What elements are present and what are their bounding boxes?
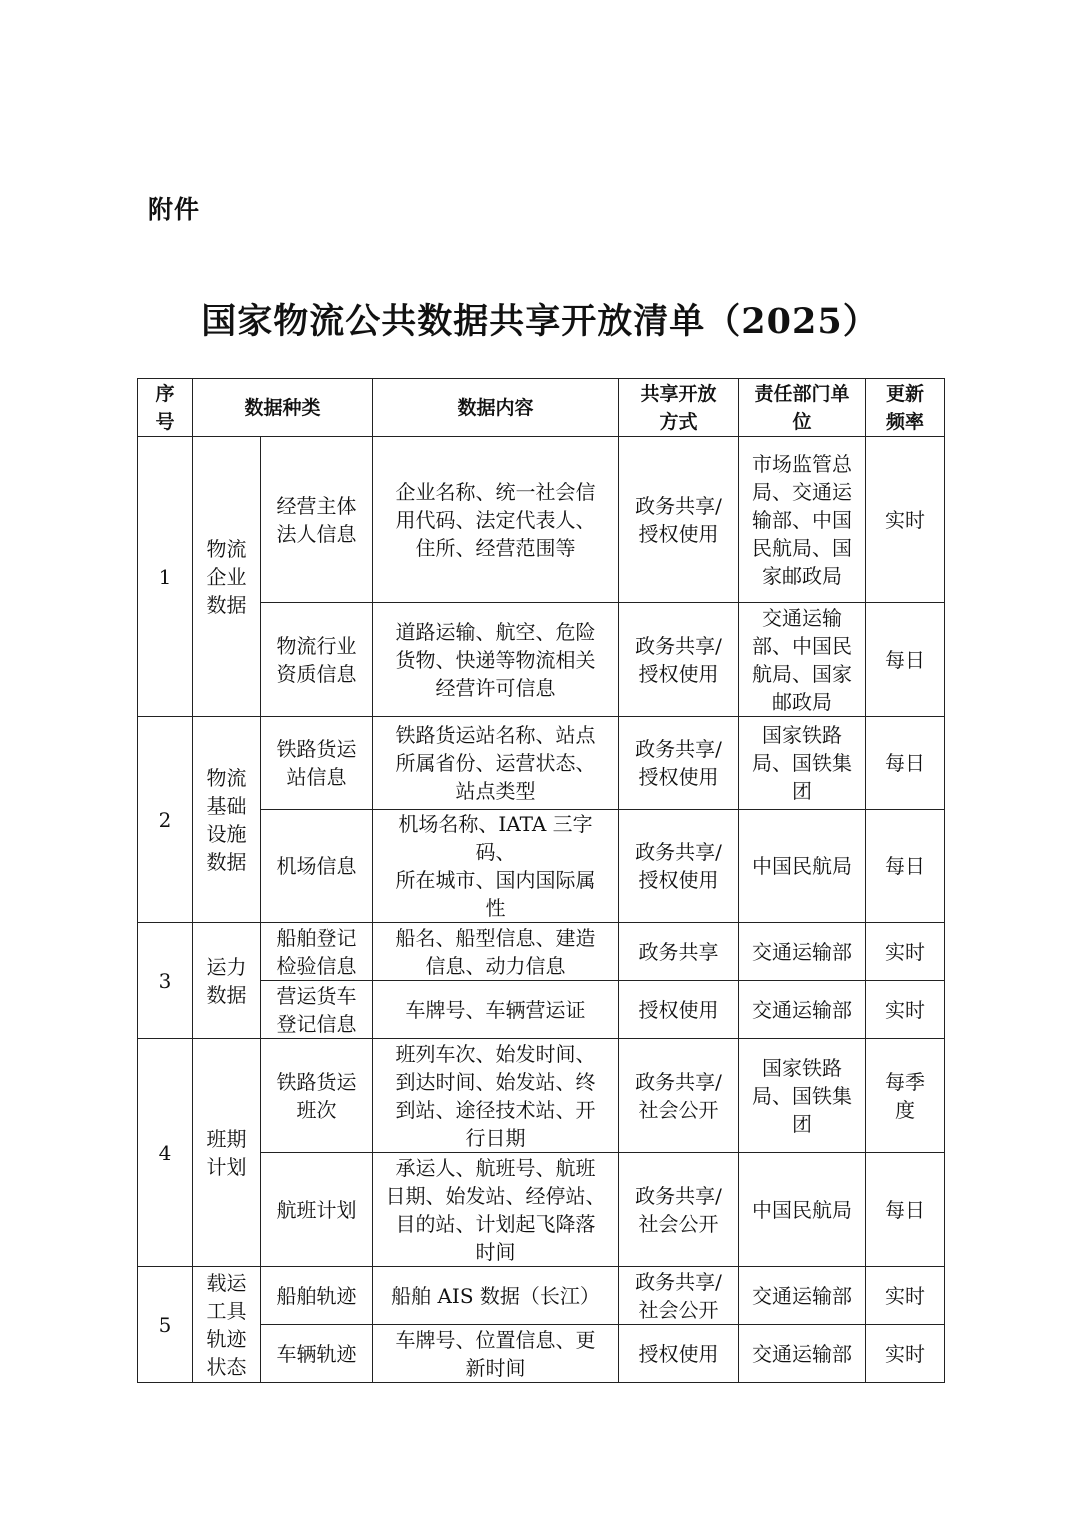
freq-cell: 每日 [866, 717, 945, 810]
share-mode-cell: 政务共享/ 社会公开 [619, 1153, 739, 1267]
dept-cell: 交通运输部 [739, 981, 866, 1039]
table-row [138, 717, 945, 810]
freq-cell: 每季 度 [866, 1039, 945, 1153]
freq-cell: 每日 [866, 810, 945, 923]
dept-cell: 中国民航局 [739, 1153, 866, 1267]
seq-cell: 2 [138, 717, 193, 923]
header-seq: 序 号 [138, 379, 193, 437]
seq-cell: 4 [138, 1039, 193, 1267]
category-cell: 运力 数据 [193, 923, 261, 1039]
header-content: 数据内容 [373, 379, 619, 437]
subcategory-cell: 铁路货运 站信息 [261, 717, 373, 810]
share-mode-cell: 政务共享/ 授权使用 [619, 603, 739, 717]
freq-cell: 实时 [866, 923, 945, 981]
content-cell: 车牌号、位置信息、更 新时间 [373, 1325, 619, 1383]
freq-cell: 每日 [866, 1153, 945, 1267]
header-dept: 责任部门单 位 [739, 379, 866, 437]
subcategory-cell: 航班计划 [261, 1153, 373, 1267]
seq-cell: 1 [138, 437, 193, 717]
subcategory-cell: 营运货车 登记信息 [261, 981, 373, 1039]
dept-cell: 国家铁路 局、国铁集 团 [739, 1039, 866, 1153]
dept-cell: 交通运输部 [739, 1325, 866, 1383]
freq-cell: 实时 [866, 437, 945, 603]
share-mode-cell: 授权使用 [619, 1325, 739, 1383]
content-cell: 道路运输、航空、危险 货物、快递等物流相关 经营许可信息 [373, 603, 619, 717]
subcategory-cell: 船舶轨迹 [261, 1267, 373, 1325]
freq-cell: 实时 [866, 981, 945, 1039]
dept-cell: 交通运输部 [739, 1267, 866, 1325]
share-mode-cell: 政务共享/ 授权使用 [619, 717, 739, 810]
category-cell: 班期 计划 [193, 1039, 261, 1267]
subcategory-cell: 船舶登记 检验信息 [261, 923, 373, 981]
share-mode-cell: 政务共享/ 社会公开 [619, 1267, 739, 1325]
seq-cell: 3 [138, 923, 193, 1039]
content-cell: 承运人、航班号、航班 日期、始发站、经停站、 目的站、计划起飞降落 时间 [373, 1153, 619, 1267]
header-share-mode: 共享开放 方式 [619, 379, 739, 437]
table-header-row [138, 379, 945, 437]
subcategory-cell: 经营主体 法人信息 [261, 437, 373, 603]
subcategory-cell: 铁路货运 班次 [261, 1039, 373, 1153]
attachment-label: 附件 [148, 195, 201, 224]
freq-cell: 实时 [866, 1267, 945, 1325]
seq-cell: 5 [138, 1267, 193, 1383]
document-title: 国家物流公共数据共享开放清单（2025） [201, 301, 879, 342]
header-freq: 更新 频率 [866, 379, 945, 437]
content-cell: 机场名称、IATA 三字码、 所在城市、国内国际属 性 [373, 810, 619, 923]
freq-cell: 实时 [866, 1325, 945, 1383]
content-cell: 铁路货运站名称、站点 所属省份、运营状态、 站点类型 [373, 717, 619, 810]
content-cell: 船名、船型信息、建造 信息、动力信息 [373, 923, 619, 981]
content-cell: 班列车次、始发时间、 到达时间、始发站、终 到站、途径技术站、开 行日期 [373, 1039, 619, 1153]
content-cell: 车牌号、车辆营运证 [373, 981, 619, 1039]
table-row [138, 923, 945, 981]
subcategory-cell: 车辆轨迹 [261, 1325, 373, 1383]
share-mode-cell: 政务共享/ 授权使用 [619, 437, 739, 603]
header-category: 数据种类 [193, 379, 373, 437]
table-row [138, 1039, 945, 1153]
share-mode-cell: 授权使用 [619, 981, 739, 1039]
share-mode-cell: 政务共享 [619, 923, 739, 981]
category-cell: 物流 基础 设施 数据 [193, 717, 261, 923]
dept-cell: 市场监管总 局、交通运 输部、中国 民航局、国 家邮政局 [739, 437, 866, 603]
category-cell: 物流 企业 数据 [193, 437, 261, 717]
freq-cell: 每日 [866, 603, 945, 717]
dept-cell: 国家铁路 局、国铁集 团 [739, 717, 866, 810]
share-mode-cell: 政务共享/ 授权使用 [619, 810, 739, 923]
table-row [138, 437, 945, 603]
dept-cell: 中国民航局 [739, 810, 866, 923]
content-cell: 企业名称、统一社会信 用代码、法定代表人、 住所、经营范围等 [373, 437, 619, 603]
subcategory-cell: 物流行业 资质信息 [261, 603, 373, 717]
category-cell: 载运 工具 轨迹 状态 [193, 1267, 261, 1383]
share-mode-cell: 政务共享/ 社会公开 [619, 1039, 739, 1153]
content-cell: 船舶 AIS 数据（长江） [373, 1267, 619, 1325]
data-sharing-table [137, 378, 945, 1383]
dept-cell: 交通运输部 [739, 923, 866, 981]
dept-cell: 交通运输 部、中国民 航局、国家 邮政局 [739, 603, 866, 717]
subcategory-cell: 机场信息 [261, 810, 373, 923]
table-row [138, 1267, 945, 1325]
